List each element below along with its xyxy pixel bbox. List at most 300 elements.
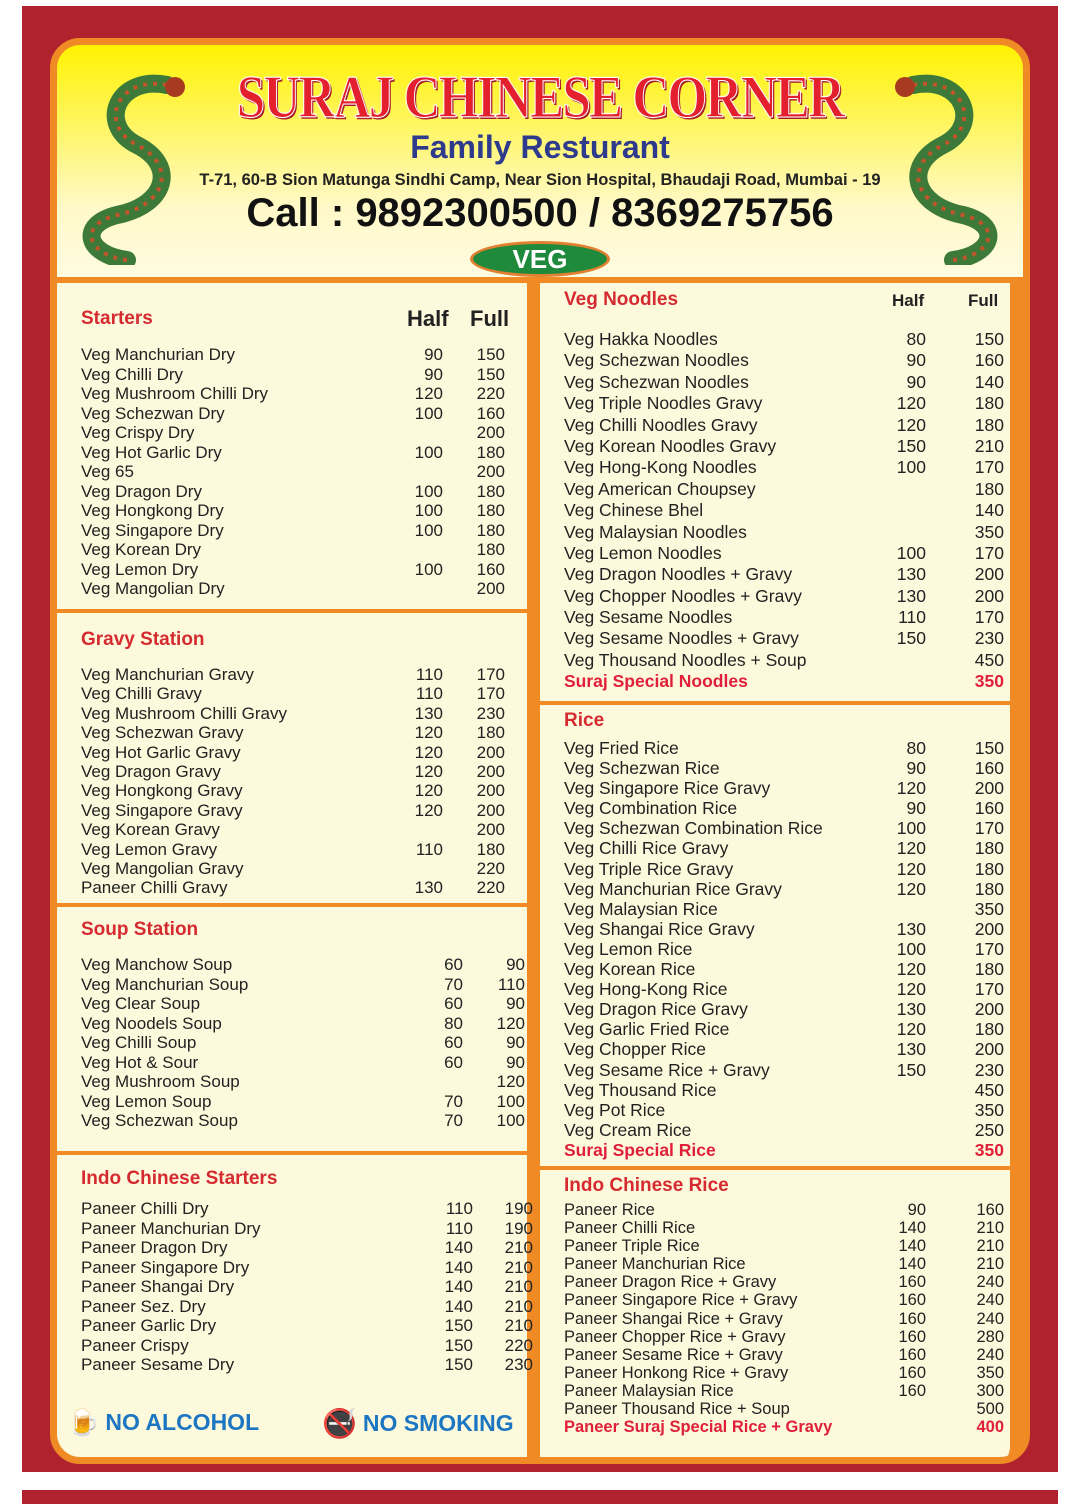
item-name: Veg Sesame Rice + Gravy xyxy=(564,1059,770,1080)
restaurant-subtitle: Family Resturant xyxy=(410,129,670,165)
full-price: 220 xyxy=(476,858,505,878)
menu-frame xyxy=(50,38,1030,1464)
half-price: 160 xyxy=(898,1363,926,1382)
half-price: 140 xyxy=(444,1277,473,1296)
half-price: 100 xyxy=(896,938,926,959)
item-name: Veg Lemon Dry xyxy=(81,559,199,579)
half-price: 100 xyxy=(414,501,443,520)
item-name: Veg Singapore Gravy xyxy=(81,800,243,820)
half-price: 100 xyxy=(414,481,443,501)
section-title: Gravy Station xyxy=(81,629,205,650)
menu-header xyxy=(57,45,1023,277)
menu-item xyxy=(81,462,505,482)
item-name: Paneer Rice xyxy=(564,1201,655,1219)
item-name: Veg Korean Noodles Gravy xyxy=(564,435,777,456)
half-price: 150 xyxy=(444,1355,473,1374)
full-price: 210 xyxy=(504,1296,533,1316)
menu-item xyxy=(564,798,1004,818)
item-name: Paneer Manchurian Rice xyxy=(564,1255,746,1274)
menu-item xyxy=(564,564,1004,585)
menu-item xyxy=(564,457,1004,478)
menu-page xyxy=(22,6,1058,1472)
full-price: 200 xyxy=(476,423,505,442)
half-price: 70 xyxy=(444,974,463,994)
half-price: 110 xyxy=(898,607,926,628)
item-name: Veg Dragon Noodles + Gravy xyxy=(564,564,793,585)
no-smoking-notice xyxy=(322,1407,514,1440)
menu-item xyxy=(564,919,1004,939)
item-name: Veg Hakka Noodles xyxy=(564,329,718,349)
half-price: 160 xyxy=(898,1273,926,1292)
full-price: 90 xyxy=(506,1033,525,1052)
full-price: 180 xyxy=(974,478,1004,499)
item-name: Veg Malaysian Noodles xyxy=(564,521,747,542)
item-name: Veg Chilli Dry xyxy=(81,364,184,384)
full-price: 120 xyxy=(496,1072,525,1091)
full-price: 350 xyxy=(974,521,1004,542)
half-price: 130 xyxy=(896,918,926,939)
menu-item xyxy=(81,1258,533,1278)
item-name: Veg Lemon Rice xyxy=(564,938,693,959)
item-name: Paneer Singapore Rice + Gravy xyxy=(564,1291,798,1310)
full-price: 200 xyxy=(476,761,505,781)
full-price: 350 xyxy=(974,671,1004,692)
item-name: Veg Hot & Sour xyxy=(81,1052,199,1072)
menu-item xyxy=(81,762,505,781)
menu-item xyxy=(564,1400,1004,1418)
menu-item xyxy=(81,1219,533,1239)
menu-item xyxy=(81,801,505,820)
full-price: 240 xyxy=(976,1273,1004,1292)
menu-item xyxy=(81,781,505,800)
menu-item xyxy=(81,878,505,897)
half-price: 130 xyxy=(896,564,926,585)
menu-item xyxy=(564,543,1004,564)
full-price: 160 xyxy=(976,1201,1004,1219)
full-price: 200 xyxy=(974,1039,1004,1060)
item-name: Paneer Triple Rice xyxy=(564,1237,700,1256)
full-price: 170 xyxy=(476,684,505,704)
full-price: 160 xyxy=(476,559,505,579)
menu-item xyxy=(564,838,1004,858)
menu-item xyxy=(81,404,505,424)
menu-item xyxy=(564,372,1004,393)
full-price: 200 xyxy=(974,585,1004,606)
half-header: Half xyxy=(892,291,925,310)
half-price: 90 xyxy=(906,758,926,779)
menu-item xyxy=(564,1140,1004,1160)
menu-item xyxy=(564,959,1004,979)
menu-item xyxy=(81,345,505,365)
menu-item xyxy=(81,743,505,762)
full-price: 200 xyxy=(476,742,505,762)
full-price: 200 xyxy=(476,820,505,840)
phone-numbers: Call : 9892300500 / 8369275756 xyxy=(246,191,834,235)
item-name: Veg Korean Rice xyxy=(564,959,696,980)
full-price: 180 xyxy=(476,481,505,501)
menu-section xyxy=(57,283,527,609)
menu-item xyxy=(81,975,525,995)
full-header: Full xyxy=(968,291,999,310)
half-header: Half xyxy=(407,306,449,331)
full-price: 170 xyxy=(974,938,1004,959)
menu-item xyxy=(564,738,1004,758)
menu-item xyxy=(564,1237,1004,1255)
menu-item xyxy=(81,704,505,723)
item-name: Veg Schezwan Rice xyxy=(564,758,720,779)
item-name: Veg Manchurian Dry xyxy=(81,345,236,364)
full-price: 170 xyxy=(974,542,1004,563)
half-price: 120 xyxy=(414,742,443,762)
item-name: Veg Hong-Kong Noodles xyxy=(564,457,757,478)
restaurant-address: T-71, 60-B Sion Matunga Sindhi Camp, Near Sion Hospital, Bhaudaji Road, Mumbai - 19 xyxy=(199,171,881,189)
menu-item xyxy=(564,650,1004,671)
half-price: 120 xyxy=(414,761,443,781)
half-price: 130 xyxy=(896,585,926,606)
section-title: Soup Station xyxy=(81,919,199,940)
menu-item xyxy=(81,501,505,521)
item-name: Paneer Thousand Rice + Soup xyxy=(564,1400,790,1419)
item-name: Veg Chilli Soup xyxy=(81,1033,197,1052)
full-price: 170 xyxy=(974,457,1004,478)
full-price: 230 xyxy=(476,703,505,723)
half-price: 120 xyxy=(414,800,443,820)
menu-item xyxy=(564,1418,1004,1436)
menu-item xyxy=(564,818,1004,838)
menu-item xyxy=(81,482,505,502)
full-price: 450 xyxy=(974,649,1004,670)
item-name: Paneer Malaysian Rice xyxy=(564,1381,734,1400)
full-price: 150 xyxy=(476,345,505,364)
item-name: Veg Hongkong Dry xyxy=(81,501,224,520)
full-price: 210 xyxy=(976,1219,1004,1238)
menu-item xyxy=(81,1355,533,1375)
item-name: Veg Dragon Rice Gravy xyxy=(564,999,748,1020)
half-price: 60 xyxy=(444,994,463,1013)
full-price: 110 xyxy=(497,974,525,994)
item-name: Paneer Dragon Rice + Gravy xyxy=(564,1273,777,1292)
menu-item xyxy=(81,1238,533,1258)
full-price: 230 xyxy=(974,1059,1004,1080)
menu-item xyxy=(81,1092,525,1112)
item-name: Veg Hot Garlic Dry xyxy=(81,442,222,462)
menu-item xyxy=(81,1014,525,1034)
menu-item xyxy=(564,1273,1004,1291)
full-price: 200 xyxy=(974,918,1004,939)
menu-item xyxy=(564,671,1004,692)
full-price: 160 xyxy=(476,403,505,423)
menu-item xyxy=(81,1336,533,1356)
item-name: Veg 65 xyxy=(81,462,134,481)
item-name: Veg Sesame Noodles + Gravy xyxy=(564,628,799,649)
menu-item xyxy=(81,1072,525,1092)
item-name: Veg Mangolian Gravy xyxy=(81,858,244,878)
half-price: 80 xyxy=(906,738,926,758)
item-name: Paneer Honkong Rice + Gravy xyxy=(564,1363,789,1382)
item-name: Veg Thousand Noodles + Soup xyxy=(564,649,807,670)
menu-item xyxy=(564,899,1004,919)
item-name: Veg Manchurian Soup xyxy=(81,974,249,994)
half-price: 60 xyxy=(444,1033,463,1052)
menu-item xyxy=(564,479,1004,500)
menu-item xyxy=(81,579,505,599)
half-price: 160 xyxy=(898,1327,926,1346)
menu-item xyxy=(564,436,1004,457)
item-name: Veg American Choupsey xyxy=(564,478,756,499)
full-price: 350 xyxy=(974,1139,1004,1160)
item-name: Veg Schezwan Noodles xyxy=(564,371,749,392)
menu-item xyxy=(81,1111,525,1131)
menu-item xyxy=(564,628,1004,649)
half-price: 140 xyxy=(898,1219,926,1238)
menu-item xyxy=(564,329,1004,350)
item-name: Veg Lemon Gravy xyxy=(81,839,218,859)
full-price: 190 xyxy=(504,1218,533,1238)
menu-item xyxy=(81,859,505,878)
full-price: 120 xyxy=(496,1013,525,1033)
menu-item xyxy=(564,1346,1004,1364)
menu-item xyxy=(81,820,505,839)
item-name: Veg Mushroom Chilli Gravy xyxy=(81,703,287,723)
full-price: 100 xyxy=(496,1111,525,1130)
item-name: Suraj Special Rice xyxy=(564,1139,716,1160)
half-price: 60 xyxy=(444,955,463,974)
full-price: 220 xyxy=(476,384,505,403)
full-price: 180 xyxy=(476,723,505,743)
full-price: 350 xyxy=(974,1099,1004,1120)
full-price: 220 xyxy=(504,1335,533,1355)
menu-item xyxy=(564,1100,1004,1120)
full-price: 240 xyxy=(976,1291,1004,1310)
item-name: Veg Cream Rice xyxy=(564,1119,692,1140)
menu-item xyxy=(564,1019,1004,1039)
menu-item xyxy=(81,1033,525,1053)
half-price: 150 xyxy=(896,1059,926,1080)
half-price: 100 xyxy=(896,542,926,563)
item-name: Paneer Chilli Rice xyxy=(564,1219,696,1238)
item-name: Veg Chilli Noodles Gravy xyxy=(564,414,758,435)
full-price: 210 xyxy=(504,1257,533,1277)
item-name: Veg Korean Gravy xyxy=(81,820,220,840)
item-name: Veg Mushroom Chilli Dry xyxy=(81,384,269,403)
menu-item xyxy=(564,607,1004,628)
menu-item xyxy=(564,979,1004,999)
item-name: Veg Lemon Noodles xyxy=(564,542,722,563)
full-price: 180 xyxy=(476,520,505,540)
menu-item xyxy=(81,665,505,684)
half-price: 80 xyxy=(906,329,926,349)
item-name: Paneer Crispy xyxy=(81,1335,189,1355)
full-price: 210 xyxy=(976,1237,1004,1256)
item-name: Paneer Singapore Dry xyxy=(81,1257,250,1277)
menu-item xyxy=(564,879,1004,899)
full-price: 210 xyxy=(504,1238,533,1257)
half-price: 150 xyxy=(444,1316,473,1335)
item-name: Paneer Chilli Gravy xyxy=(81,878,228,898)
section-title: Indo Chinese Rice xyxy=(564,1175,729,1196)
menu-section xyxy=(540,705,1010,1166)
full-price: 150 xyxy=(974,329,1004,349)
half-price: 120 xyxy=(414,384,443,403)
full-price: 90 xyxy=(506,1052,525,1072)
half-price: 140 xyxy=(444,1296,473,1316)
item-name: Paneer Chopper Rice + Gravy xyxy=(564,1327,786,1346)
full-price: 170 xyxy=(974,818,1004,839)
half-price: 110 xyxy=(415,684,443,704)
menu-item xyxy=(564,758,1004,778)
full-price: 250 xyxy=(974,1119,1004,1140)
item-name: Veg Combination Rice xyxy=(564,798,738,819)
item-name: Veg Hongkong Gravy xyxy=(81,781,243,801)
menu-item xyxy=(564,1201,1004,1219)
menu-item xyxy=(81,684,505,703)
half-price: 120 xyxy=(414,723,443,743)
menu-section xyxy=(540,283,1010,701)
full-price: 210 xyxy=(504,1316,533,1335)
half-price: 110 xyxy=(445,1199,473,1218)
half-price: 160 xyxy=(898,1309,926,1328)
menu-item xyxy=(564,586,1004,607)
next-page-edge xyxy=(22,1490,1058,1504)
half-price: 80 xyxy=(444,1013,463,1033)
full-price: 200 xyxy=(974,564,1004,585)
half-price: 130 xyxy=(896,999,926,1020)
half-price: 140 xyxy=(898,1255,926,1274)
section-title: Starters xyxy=(81,308,153,329)
item-name: Veg Manchow Soup xyxy=(81,955,233,974)
item-name: Veg Schezwan Dry xyxy=(81,403,225,423)
full-price: 450 xyxy=(974,1079,1004,1100)
item-name: Veg Schezwan Noodles xyxy=(564,350,749,371)
item-name: Veg Malaysian Rice xyxy=(564,898,718,919)
full-price: 170 xyxy=(476,665,505,684)
menu-item xyxy=(564,1120,1004,1140)
item-name: Paneer Shangai Dry xyxy=(81,1277,235,1296)
full-price: 210 xyxy=(504,1277,533,1296)
section-title: Rice xyxy=(564,710,605,731)
menu-item xyxy=(81,1297,533,1317)
full-price: 150 xyxy=(476,364,505,384)
half-price: 120 xyxy=(896,858,926,879)
full-price: 350 xyxy=(976,1363,1004,1382)
full-price: 180 xyxy=(974,414,1004,435)
menu-item xyxy=(564,999,1004,1019)
item-name: Suraj Special Noodles xyxy=(564,671,748,692)
half-price: 90 xyxy=(906,371,926,392)
half-price: 60 xyxy=(444,1052,463,1072)
half-price: 120 xyxy=(896,878,926,899)
full-price: 200 xyxy=(476,800,505,820)
item-name: Veg Crispy Dry xyxy=(81,423,195,442)
section-title: Indo Chinese Starters xyxy=(81,1168,278,1189)
full-price: 180 xyxy=(974,838,1004,859)
full-price: 170 xyxy=(974,979,1004,1000)
menu-item xyxy=(81,443,505,463)
menu-item xyxy=(564,393,1004,414)
full-price: 90 xyxy=(506,955,525,974)
half-price: 90 xyxy=(424,345,443,364)
menu-item xyxy=(564,1255,1004,1273)
half-price: 100 xyxy=(414,520,443,540)
menu-item xyxy=(564,1080,1004,1100)
item-name: Veg Clear Soup xyxy=(81,994,201,1013)
item-name: Veg Noodels Soup xyxy=(81,1013,222,1033)
half-price: 90 xyxy=(906,798,926,819)
half-price: 140 xyxy=(444,1257,473,1277)
item-name: Paneer Manchurian Dry xyxy=(81,1218,261,1238)
veg-badge: VEG xyxy=(470,241,610,277)
half-price: 70 xyxy=(444,1111,463,1130)
item-name: Veg Hot Garlic Gravy xyxy=(81,742,241,762)
full-price: 140 xyxy=(974,371,1004,392)
half-price: 90 xyxy=(906,350,926,371)
menu-item xyxy=(81,423,505,443)
item-name: Veg Triple Rice Gravy xyxy=(564,858,734,879)
full-price: 350 xyxy=(974,898,1004,919)
full-price: 200 xyxy=(974,778,1004,799)
half-price: 120 xyxy=(896,778,926,799)
menu-item xyxy=(81,521,505,541)
half-price: 130 xyxy=(414,878,443,898)
half-price: 130 xyxy=(896,1039,926,1060)
full-price: 190 xyxy=(504,1199,533,1218)
item-name: Veg Shangai Rice Gravy xyxy=(564,918,755,939)
full-price: 160 xyxy=(974,758,1004,779)
full-price: 300 xyxy=(976,1381,1004,1400)
menu-item xyxy=(81,723,505,742)
menu-item xyxy=(564,1310,1004,1328)
half-price: 140 xyxy=(444,1238,473,1257)
item-name: Veg Garlic Fried Rice xyxy=(564,1019,730,1040)
full-price: 280 xyxy=(976,1327,1004,1346)
half-price: 160 xyxy=(898,1345,926,1364)
menu-item xyxy=(81,1316,533,1336)
menu-item xyxy=(564,350,1004,371)
half-price: 120 xyxy=(896,414,926,435)
menu-item xyxy=(564,1382,1004,1400)
menu-item xyxy=(81,365,505,385)
menu-section xyxy=(540,1170,1010,1464)
item-name: Veg Mangolian Dry xyxy=(81,579,225,598)
full-price: 160 xyxy=(974,798,1004,819)
half-price: 90 xyxy=(424,364,443,384)
half-price: 70 xyxy=(444,1091,463,1111)
item-name: Paneer Suraj Special Rice + Gravy xyxy=(564,1418,833,1437)
menu-item xyxy=(81,1277,533,1297)
half-price: 110 xyxy=(415,665,443,684)
half-price: 150 xyxy=(444,1335,473,1355)
item-name: Paneer Dragon Dry xyxy=(81,1238,228,1257)
menu-item xyxy=(564,1364,1004,1382)
full-price: 210 xyxy=(974,435,1004,456)
half-price: 120 xyxy=(896,979,926,1000)
item-name: Veg Chinese Bhel xyxy=(564,500,704,521)
full-price: 180 xyxy=(476,839,505,859)
full-price: 180 xyxy=(974,393,1004,414)
full-price: 160 xyxy=(974,350,1004,371)
menu-item xyxy=(564,500,1004,521)
menu-section xyxy=(57,613,527,903)
full-price: 200 xyxy=(974,999,1004,1020)
item-name: Veg Lemon Soup xyxy=(81,1091,212,1111)
item-name: Veg Pot Rice xyxy=(564,1099,666,1120)
full-price: 240 xyxy=(976,1309,1004,1328)
no-smoking-icon: 🚭 xyxy=(322,1408,357,1439)
menu-item xyxy=(564,415,1004,436)
menu-item xyxy=(564,1039,1004,1059)
section-title: Veg Noodles xyxy=(564,289,679,310)
menu-item xyxy=(81,384,505,404)
